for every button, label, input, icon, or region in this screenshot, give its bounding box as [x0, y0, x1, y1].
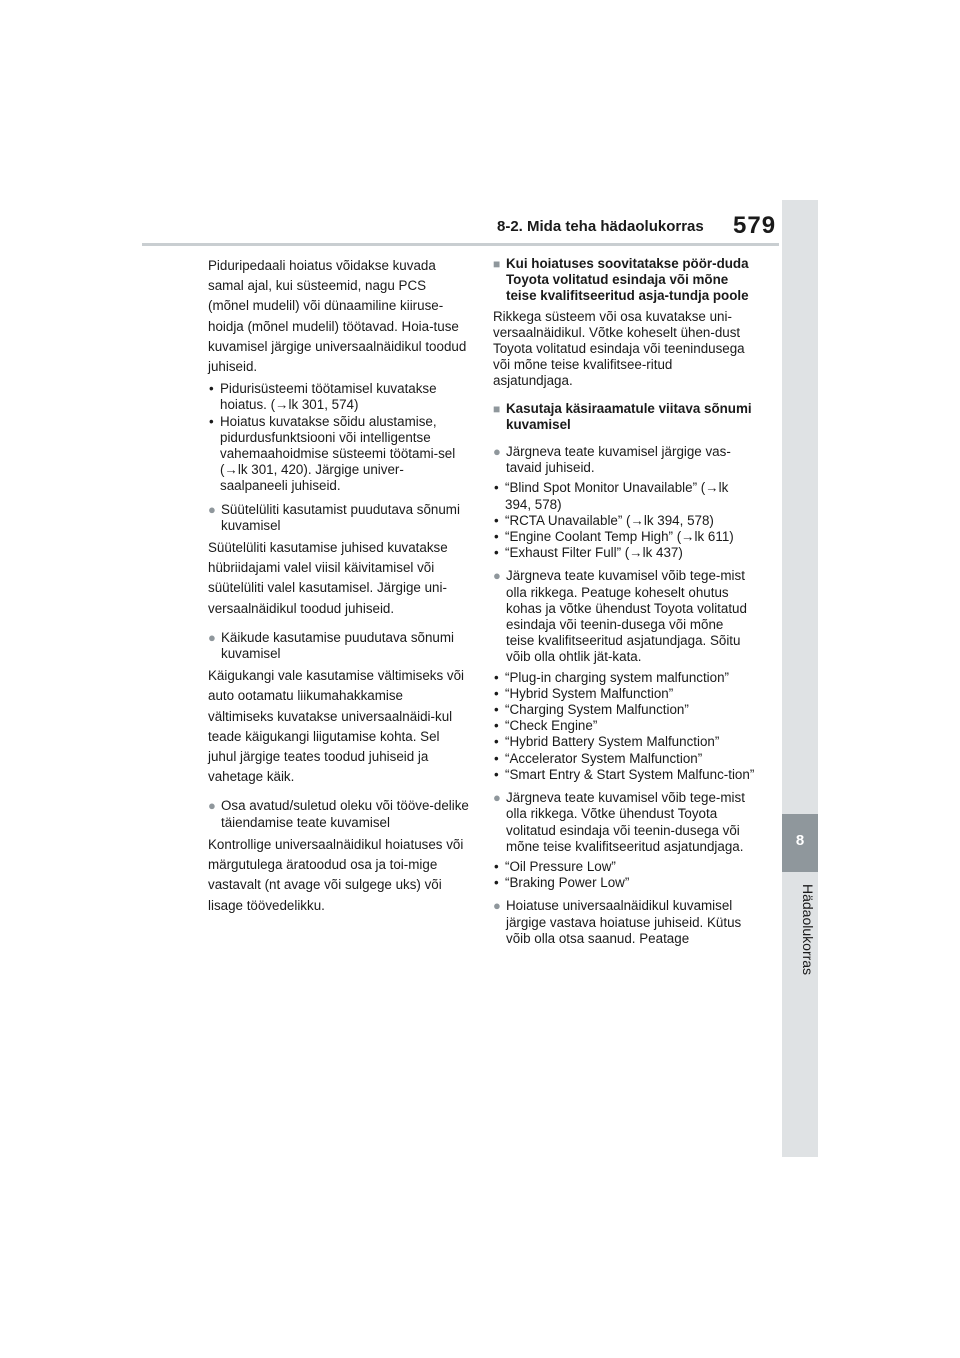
list-item: • Hoiatus kuvatakse sõidu alustamise, pidurdusfunktsiooni või intelligentse vahemaahoidmise süsteemi töötami-sel (→lk 301, 420). Järgige univer-saalpaneeli juhiseid. [208, 414, 470, 495]
block-paragraph: Rikkega süsteem või osa kuvatakse uni-versaalnäidikul. Võtke koheselt ühen-dust Toyota volitatud esindaja või teenindusega või mõne teise kvalifitsee-ritud asjatundjaga. [493, 308, 745, 389]
circle-bullet-icon: ● [208, 629, 216, 645]
list-item: • Pidurisüsteemi töötamisel kuvatakse hoiatus. (→lk 301, 574) [208, 381, 470, 413]
circle-bullet-icon: ● [493, 790, 501, 806]
square-bullet-icon: ■ [493, 257, 501, 271]
subsection-text: ● Hoiatuse universaalnäidikul kuvamisel järgige vastava hoiatuse juhiseid. Kütus võib olla otsa saanud. Peatage [493, 898, 742, 946]
section-heading: ● Osa avatud/suletud oleku või tööve-delike täiendamise teate kuvamisel [208, 798, 469, 830]
circle-bullet-icon: ● [493, 898, 501, 914]
list-item: • “Braking Power Low” [493, 875, 755, 891]
chapter-side-tab [782, 200, 818, 1157]
list-item: • “Oil Pressure Low” [493, 859, 755, 875]
list-item: • “Exhaust Filter Full” (→lk 437) [493, 545, 755, 561]
section-title: 8-2. Mida teha hädaolukorras [497, 218, 704, 235]
circle-bullet-icon: ● [493, 568, 501, 584]
message-list [493, 859, 755, 891]
list-item: • “Hybrid System Malfunction” [493, 686, 755, 702]
block-heading: ■ Kui hoiatuses soovitatakse pöör-duda Toyota volitatud esindaja või mõne teise kvalifitseeritud asja-tundja poole [493, 256, 749, 304]
header-divider [142, 243, 779, 246]
list-item: • “Plug-in charging system malfunction” [493, 670, 755, 686]
list-item: • “Charging System Malfunction” [493, 702, 755, 718]
list-item: • “Check Engine” [493, 718, 755, 734]
circle-bullet-icon: ● [208, 501, 216, 517]
section-paragraph: Käigukangi vale kasutamise vältimiseks või auto ootamatu liikumahakkamise vältimiseks kuvatakse universaalnäidi-kul teade käigukangi liigutamise kohta. Sel juhul järgige teates toodud juhiseid ja vahetage käik. [208, 668, 465, 785]
subsection-text: ● Järgneva teate kuvamisel järgige vas-tavaid juhiseid. [493, 444, 731, 476]
list-item: • “Hybrid Battery System Malfunction” [493, 734, 755, 750]
intro-paragraph: Piduripedaali hoiatus võidakse kuvada samal ajal, kui süsteemid, nagu PCS (mõnel mudelil) või dünaamiline kiiruse-hoidja (mõnel mudelil) töötavad. Hoia-tuse kuvamisel järgige universaalnäidikul toodud juhiseid. [208, 258, 467, 375]
subsection-text: ● Järgneva teate kuvamisel võib tege-mist olla rikkega. Peatuge koheselt ohutus kohas ja võtke ühendust Toyota volitatud esindaja või teenin-dusega või mõne teise kvalifitseeritud asjatundjaga. Sõitu võib olla ohtlik jät-kata. [493, 568, 747, 665]
list-item: • “Accelerator System Malfunction” [493, 751, 755, 767]
page-number: 579 [733, 212, 777, 239]
intro-bullet-list [208, 381, 470, 494]
list-item: • “Blind Spot Monitor Unavailable” (→lk 394, 578) [493, 480, 755, 512]
right-column [493, 256, 755, 951]
left-column [208, 256, 470, 920]
chapter-number: 8 [795, 832, 805, 849]
square-bullet-icon: ■ [493, 401, 501, 416]
chapter-name: Hädaolukorras [800, 884, 816, 976]
circle-bullet-icon: ● [208, 798, 216, 814]
section-heading: ● Käikude kasutamise puudutava sõnumi kuvamisel [208, 629, 454, 662]
list-item: • “Smart Entry & Start System Malfunc-tion” [493, 767, 755, 783]
block-heading: ■ Kasutaja käsiraamatule viitava sõnumi kuvamisel [493, 400, 752, 432]
subsection-text: ● Järgneva teate kuvamisel võib tege-mist olla rikkega. Võtke ühendust Toyota volitatud esindaja või teenin-dusega või mõne teise kvalifitseeritud asjatundjaga. [493, 790, 745, 854]
section-heading: ● Süütelüliti kasutamist puudutava sõnumi kuvamisel [208, 501, 460, 533]
circle-bullet-icon: ● [493, 444, 501, 460]
list-item: • “Engine Coolant Temp High” (→lk 611) [493, 529, 755, 545]
message-list [493, 670, 755, 783]
section-paragraph: Kontrollige universaalnäidikul hoiatuses või märgutulega äratoodud osa ja toi-mige vastavalt (nt avage või sulgege uks) või lisage töövedelikku. [208, 836, 464, 913]
list-item: • “RCTA Unavailable” (→lk 394, 578) [493, 513, 755, 529]
message-list [493, 480, 755, 561]
section-paragraph: Süütelüliti kasutamise juhised kuvatakse hübriidajami valel viisil käivitamisel või süütelüliti valel kasutamisel. Järgige uni-versaalnäidikul toodud juhiseid. [208, 540, 448, 616]
